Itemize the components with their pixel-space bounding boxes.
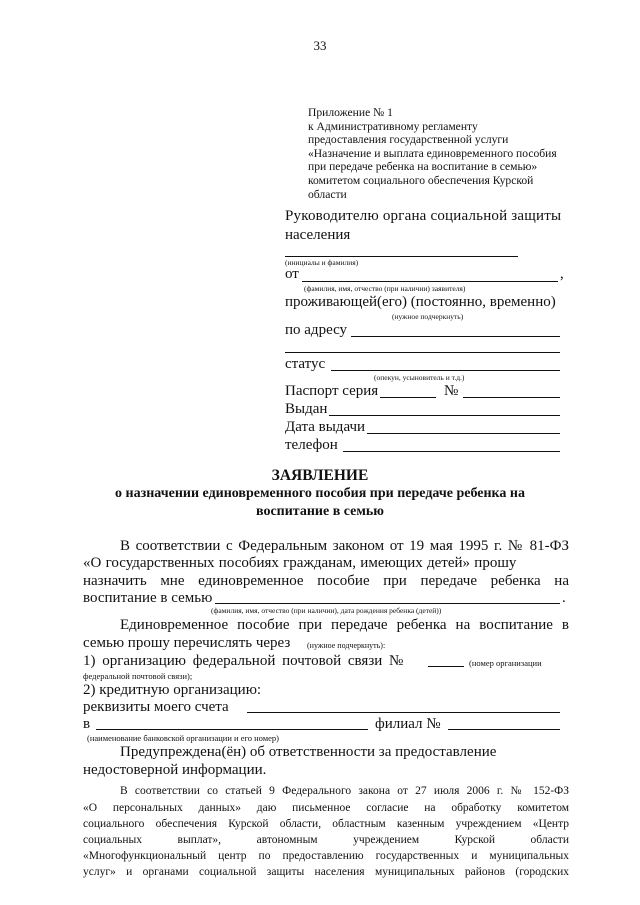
consent-line: В соответствии со статьей 9 Федерального закона от 27 июля 2006 г. № 152-ФЗ <box>120 785 569 797</box>
appendix-line: Приложение № 1 <box>308 106 393 119</box>
address-underline-2 <box>285 352 560 353</box>
option1-hint2: федеральной почтовой связи); <box>83 671 193 681</box>
appendix-line: предоставления государственной услуги <box>308 133 509 147</box>
address-label: по адресу <box>285 322 348 338</box>
status-label: статус <box>285 356 326 372</box>
page-number: 33 <box>313 38 327 53</box>
issued-label: Выдан <box>285 401 328 417</box>
branch-label: филиал № <box>375 716 441 732</box>
passport-number-sign: № <box>444 383 459 399</box>
para1-line3: назначить мне единовременное пособие при передаче ребенка на <box>83 573 569 589</box>
initials-hint: (инициалы и фамилия) <box>285 258 359 267</box>
appendix-line: «Назначение и выплата единовременного пособия <box>308 146 557 160</box>
addressee-head-line1: Руководителю органа социальной защиты <box>285 208 562 224</box>
appendix-line: при передаче ребенка на воспитание в семью» <box>308 160 538 174</box>
consent-line: «О персональных данных» даю письменное согласие на обработку комитетом <box>83 802 569 814</box>
bank-in-label: в <box>83 716 91 732</box>
phone-label: телефон <box>285 437 338 453</box>
from-label: от <box>285 266 299 282</box>
addressee-head-line2: населения <box>285 227 351 243</box>
consent-line: социальных выплат», автономным учреждением Курской области <box>83 834 569 846</box>
para2-line1: Единовременное пособие при передаче ребенка на воспитание в <box>120 617 569 633</box>
status-underline <box>331 370 560 371</box>
status-hint: (опекун, усыновитель и т.д.) <box>374 373 465 382</box>
document-title: ЗАЯВЛЕНИЕ <box>271 467 369 484</box>
appendix-block <box>308 106 557 201</box>
appendix-line: к Административному регламенту <box>308 119 478 133</box>
option2-text: 2) кредитную организацию: <box>83 682 262 698</box>
issue-date-underline <box>367 433 560 434</box>
para1-line1: В соответствии с Федеральным законом от 19 мая 1995 г. № 81-ФЗ <box>120 538 569 554</box>
appendix-line: области <box>308 187 347 201</box>
account-underline <box>247 712 560 713</box>
from-hint: (фамилия, имя, отчество (при наличии) заявителя) <box>304 284 466 293</box>
document-subtitle-line1: о назначении единовременного пособия при передаче ребенка на <box>115 486 525 501</box>
para2-line2-hint: (нужное подчеркнуть): <box>307 641 386 650</box>
passport-series-underline <box>380 397 436 398</box>
passport-label: Паспорт серия <box>285 383 379 399</box>
warning-line2: недостоверной информации. <box>83 762 267 778</box>
initials-underline <box>285 256 518 257</box>
account-label: реквизиты моего счета <box>83 699 229 715</box>
child-name-underline <box>215 603 560 604</box>
underline-hint: (нужное подчеркнуть) <box>392 312 464 321</box>
consent-line: услуг» и органами социальной защиты населения муниципальных районов (городских <box>83 866 569 878</box>
from-underline <box>302 281 558 282</box>
bank-hint: (наименование банковской организации и его номер) <box>87 733 279 743</box>
warning-line1: Предупреждена(ён) об ответственности за предоставление <box>120 744 497 760</box>
option1-hint: (номер организации <box>469 658 542 668</box>
consent-line: «Многофункциональный центр по предоставлению государственных и муниципальных <box>83 850 569 862</box>
post-office-number-underline <box>428 666 464 667</box>
residing-text: проживающей(его) (постоянно, временно) <box>285 294 556 310</box>
issued-underline <box>329 415 560 416</box>
appendix-line: комитетом социального обеспечения Курской <box>308 173 534 187</box>
consent-line: социального обеспечения Курской области, областным казенным учреждением «Центр <box>83 818 569 830</box>
para1-line4-end: . <box>562 590 566 606</box>
child-name-hint: (фамилия, имя, отчество (при наличии), дата рождения ребенка (детей)) <box>211 606 442 615</box>
address-underline <box>351 336 560 337</box>
issue-date-label: Дата выдачи <box>285 419 366 435</box>
passport-number-underline <box>463 397 560 398</box>
phone-underline <box>343 451 560 452</box>
document-subtitle-line2: воспитание в семью <box>255 504 384 519</box>
bank-name-underline <box>96 729 368 730</box>
option1-text: 1) организацию федеральной почтовой связи № <box>83 653 404 669</box>
from-comma: , <box>560 266 564 282</box>
para1-line2: «О государственных пособиях гражданам, имеющих детей» прошу <box>83 555 517 571</box>
branch-number-underline <box>448 729 560 730</box>
para2-line2: семью прошу перечислять через <box>83 635 291 651</box>
para1-line4-label: воспитание в семью <box>83 590 213 606</box>
